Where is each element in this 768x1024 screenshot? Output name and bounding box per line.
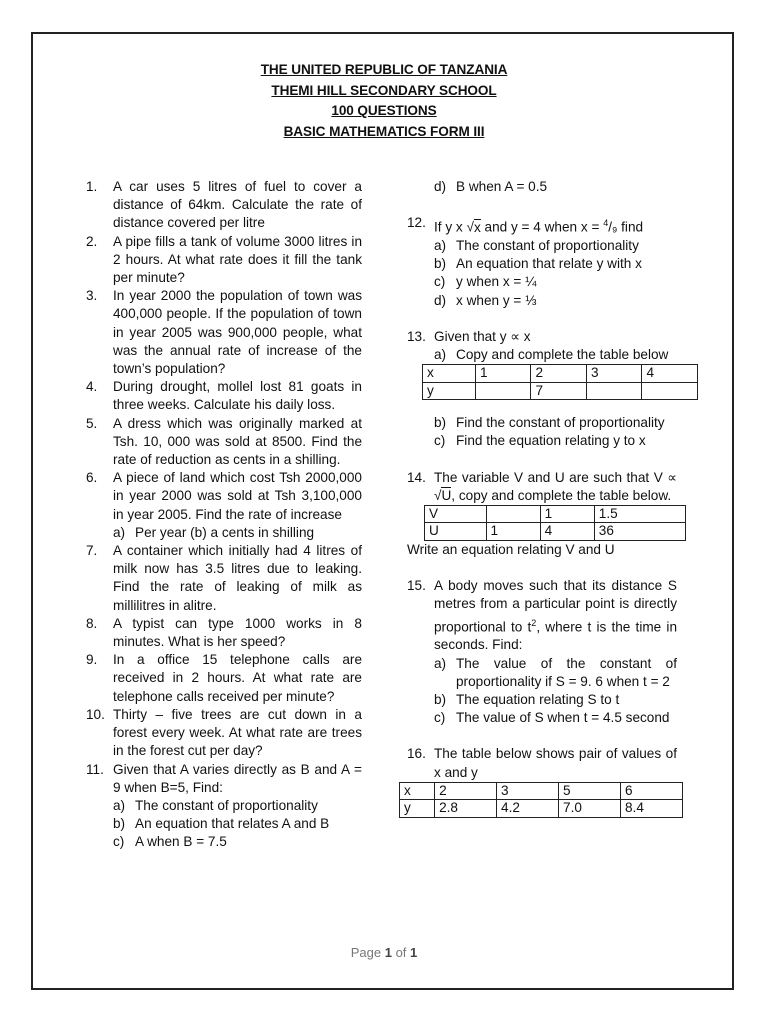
question-13-sub-c: c) Find the equation relating y to x [434,433,646,449]
spacer [407,310,677,328]
table-16 [399,782,683,818]
question-5: 5. A dress which was originally marked at Tsh. 10, 000 was sold at 8500. Find the rate of reduction as cents in a shilling. [86,415,362,468]
spacer [407,727,677,745]
header-count: 100 QUESTIONS [331,103,437,118]
question-12-sub-b: b) An equation that relate y with x [434,256,642,272]
question-13-sub-b: b) Find the constant of proportionality [434,415,665,431]
table-cell [642,382,698,400]
table-cell [475,382,531,400]
right-column [404,178,677,818]
table-cell: 3 [586,365,642,383]
question-15-sub-a: a) The value of the constant of proportionality if S = 9. 6 when t = 2 [434,655,677,689]
question-12: 12. If y x √x and y = 4 when x = $^4$/₉ find a) The constant of proportionality b) An equation that relate y with x c) y when x = ¼ d) x when y = ⅓ [407,214,677,310]
question-15-sub-c: c) The value of S when t = 4.5 second [434,710,670,726]
question-11-sub-d: d) B when A = 0.5 [434,179,548,194]
table-row [423,365,698,383]
table-cell: x [400,782,435,800]
table-cell: 36 [594,523,685,541]
table-cell: 3 [497,782,559,800]
table-cell: 5 [559,782,621,800]
table-cell: 7 [531,382,587,400]
spacer [407,559,677,577]
table-13 [422,364,698,400]
question-1: 1. A car uses 5 litres of fuel to cover a distance of 64km. Calculate the rate of distance covered per litre [86,179,362,231]
table-cell [486,505,540,523]
table-cell: 1 [486,523,540,541]
spacer [407,451,677,469]
question-6: 6. A piece of land which cost Tsh 2000,000 in year 2000 was sold at Tsh 3,100,000 in year 2005. Find the rate of increase a) Per year (b) a cents in shilling [86,469,362,542]
question-16: 16. The table below shows pair of values of x and y [407,746,677,780]
question-15: 15. A body moves such that its distance S metres from a particular point is directly proportional to $t^2$, where t is the time in seconds. Find: a) The value of the constant of proportionality if S = 9. 6 when t = 2 b) The equation relating S to t c) The value of S when t = 4.5 second [407,577,677,727]
question-13-sub-a: a) Copy and complete the table below [434,346,669,362]
question-12-sub-c: c) y when x = ¼ [434,274,537,290]
table-cell: y [400,800,435,818]
question-13-continued [434,414,677,450]
question-15-sub-b: b) The equation relating S to t [434,691,620,707]
table-row [423,382,698,400]
question-11: 11. Given that A varies directly as B and A = 9 when B=5, Find: a) The constant of proportionality b) An equation that relates A and B c) A when B = 7.5 [86,761,362,852]
question-11-sub-b: b) An equation that relates A and B [113,816,330,832]
question-11-continued [434,178,677,196]
table-cell: 2 [531,365,587,383]
document-header [0,60,768,142]
question-6-sub-a: a) Per year (b) a cents in shilling [113,524,315,540]
page-indicator: Page 1 of 1 [350,945,418,960]
table-cell: 4 [540,523,594,541]
table-row [400,800,683,818]
table-cell: 1 [540,505,594,523]
question-10: 10. Thirty – five trees are cut down in a forest every week. At what rate are trees in the forest cut per day? [86,706,362,759]
question-9: 9. In a office 15 telephone calls are received in 2 hours. At what rate are telephone calls received per minute? [86,652,362,704]
question-3: 3. In year 2000 the population of town was 400,000 people. If the population of town in year 2005 was 900,000 people, what was the annual rate of increase of the town’s population? [86,288,362,377]
spacer [407,400,677,414]
table-cell: 7.0 [559,800,621,818]
sqrt-u: U [441,487,452,503]
question-7: 7. A container which initially had 4 litres of milk now has 3.5 litres due to leaking. Find the rate of leaking of milk as millilitres in alitre. [86,543,362,613]
question-11-sub-c: c) A when B = 7.5 [113,834,227,850]
spacer [407,196,677,214]
question-14-instruction: Write an equation relating V and U [407,541,615,557]
header-country: THE UNITED REPUBLIC OF TANZANIA [260,62,508,77]
table-cell: V [425,505,487,523]
table-cell: y [423,382,476,400]
header-subject: BASIC MATHEMATICS FORM III [283,123,485,139]
table-14 [424,505,686,541]
table-cell: 4.2 [497,800,559,818]
question-12-sub-d: d) x when y = ⅓ [434,292,537,308]
table-cell: 2.8 [435,800,497,818]
left-column [86,178,362,852]
question-13: 13. Given that y ∝ x a) Copy and complete the table below [407,328,677,364]
header-school: THEMI HILL SECONDARY SCHOOL [271,82,497,98]
question-2: 2. A pipe fills a tank of volume 3000 litres in 2 hours. At what rate does it fill the tank per minute? [86,233,362,286]
table-cell: 1 [475,365,531,383]
table-cell: U [425,523,487,541]
table-row [425,505,686,523]
table-row [425,523,686,541]
table-cell [586,382,642,400]
table-cell: 6 [620,782,682,800]
question-8: 8. A typist can type 1000 works in 8 minutes. What is her speed? [86,615,362,650]
table-row [400,782,683,800]
question-12-sub-a: a) The constant of proportionality [434,237,639,253]
table-cell: 1.5 [594,505,685,523]
question-11-sub-a: a) The constant of proportionality [113,797,318,813]
table-cell: 2 [435,782,497,800]
sqrt-x: x [473,219,481,235]
table-cell: x [423,365,476,383]
table-cell: 4 [642,365,698,383]
table-cell: 8.4 [620,800,682,818]
question-4: 4. During drought, mollel lost 81 goats in three weeks. Calculate his daily loss. [86,379,362,413]
question-14: 14. The variable V and U are such that V ∝ √U, copy and complete the table below. [407,469,677,503]
